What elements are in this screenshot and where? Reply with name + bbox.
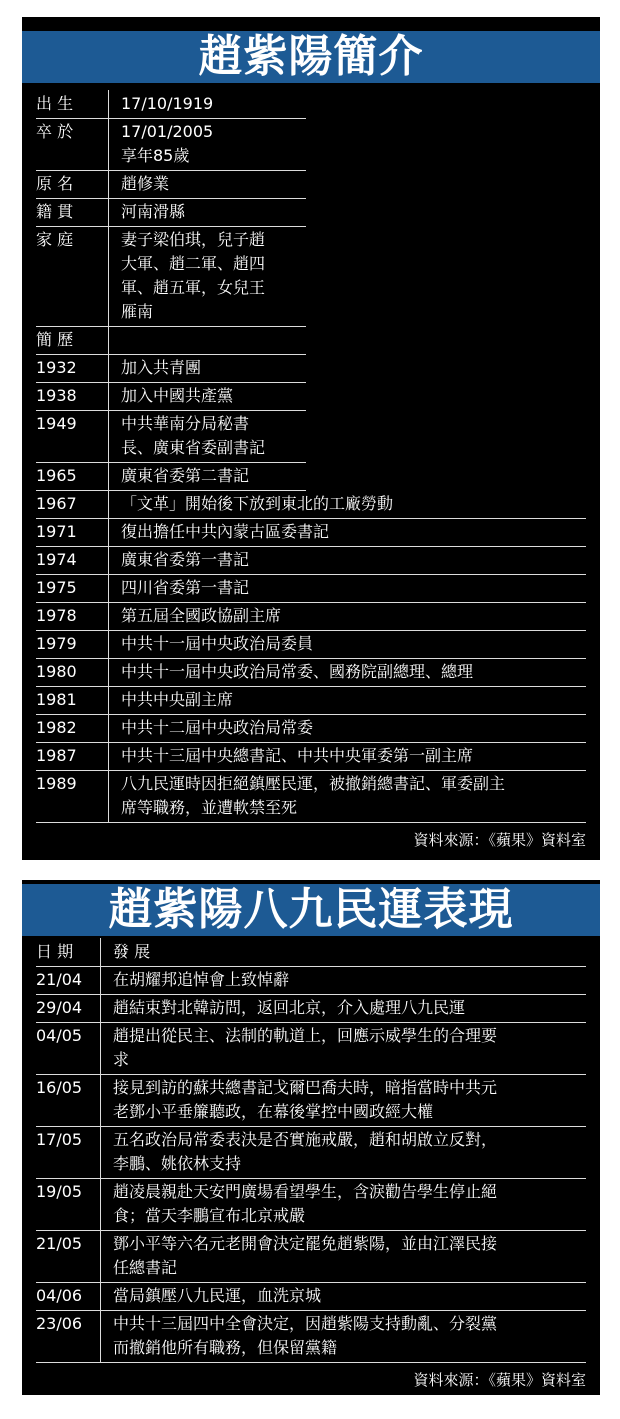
event-text: 在胡耀邦追悼會上致悼辭: [100, 966, 586, 994]
event-text: 趙提出從民主、法制的軌道上，回應示威學生的合理要 求: [100, 1022, 586, 1074]
fact-row-resume: [36, 326, 306, 355]
event-date: 17/05: [36, 1130, 83, 1149]
career-year: 1981: [36, 690, 77, 709]
events-title: 趙紫陽八九民運表現: [22, 884, 600, 936]
event-date: 21/05: [36, 1234, 83, 1253]
fact-value: 河南滑縣: [108, 198, 306, 226]
career-year: 1989: [36, 774, 77, 793]
fact-value: [108, 326, 306, 354]
career-row: [36, 382, 306, 411]
career-year: 1971: [36, 522, 77, 541]
career-row: [36, 630, 586, 659]
event-date: 21/04: [36, 970, 83, 989]
fact-label: 原 名: [36, 174, 74, 193]
career-row: [36, 574, 586, 603]
event-date: 29/04: [36, 998, 83, 1017]
career-text: 中共華南分局秘書 長、廣東省委副書記: [108, 410, 306, 462]
fact-row-death: [36, 118, 306, 171]
career-text: 中共十一屆中央政治局常委、國務院副總理、總理: [108, 658, 586, 686]
career-year: 1987: [36, 746, 77, 765]
event-text: 當局鎮壓八九民運，血洗京城: [100, 1282, 586, 1310]
career-row: [36, 462, 306, 491]
event-text: 五名政治局常委表決是否實施戒嚴，趙和胡啟立反對， 李鵬、姚依林支持: [100, 1126, 586, 1178]
fact-value: 趙修業: [108, 170, 306, 198]
source-credit: 資料來源：《蘋果》資料室: [413, 831, 586, 849]
fact-row-original-name: [36, 170, 306, 199]
profile-title: 趙紫陽簡介: [22, 31, 600, 83]
event-date: 04/05: [36, 1026, 83, 1045]
career-text: 中共十二屆中央政治局常委: [108, 714, 586, 742]
event-row: [36, 1310, 586, 1363]
event-date: 16/05: [36, 1078, 83, 1097]
career-year: 1932: [36, 358, 77, 377]
career-text: 中共十三屆中央總書記、中共中央軍委第一副主席: [108, 742, 586, 770]
career-year: 1978: [36, 606, 77, 625]
career-text: 中共十一屆中央政治局委員: [108, 630, 586, 658]
events-header-row: [36, 938, 586, 967]
event-text: 中共十三屆四中全會決定，因趙紫陽支持動亂、分裂黨 而撤銷他所有職務，但保留黨籍: [100, 1310, 586, 1362]
event-date: 19/05: [36, 1182, 83, 1201]
header-date: 日 期: [36, 942, 74, 961]
career-text: 八九民運時因拒絕鎮壓民運，被撤銷總書記、軍委副主 席等職務，並遭軟禁至死: [108, 770, 586, 822]
career-year: 1975: [36, 578, 77, 597]
career-row: [36, 658, 586, 687]
career-year: 1949: [36, 414, 77, 433]
event-date: 04/06: [36, 1286, 83, 1305]
career-text: 中共中央副主席: [108, 686, 586, 714]
event-text: 趙結束對北韓訪問，返回北京，介入處理八九民運: [100, 994, 586, 1022]
event-text: 接見到訪的蘇共總書記戈爾巴喬夫時，暗指當時中共元 老鄧小平垂簾聽政，在幕後掌控中國政經大權: [100, 1074, 586, 1126]
fact-row-hometown: [36, 198, 306, 227]
event-row: [36, 1074, 586, 1127]
profile-panel: [22, 17, 600, 860]
career-text: 復出擔任中共內蒙古區委書記: [108, 518, 586, 546]
event-row: [36, 1178, 586, 1231]
fact-row-birth: [36, 90, 306, 119]
source-credit: 資料來源：《蘋果》資料室: [413, 1371, 586, 1389]
career-text: 加入共青團: [108, 354, 306, 382]
career-year: 1938: [36, 386, 77, 405]
career-text: 廣東省委第一書記: [108, 546, 586, 574]
event-row: [36, 966, 586, 995]
fact-row-family: [36, 226, 306, 327]
career-year: 1982: [36, 718, 77, 737]
career-year: 1974: [36, 550, 77, 569]
career-row: [36, 602, 586, 631]
career-year: 1980: [36, 662, 77, 681]
career-year: 1979: [36, 634, 77, 653]
fact-label: 卒 於: [36, 122, 74, 141]
events-panel: [22, 880, 600, 1395]
career-row: [36, 518, 586, 547]
career-row: [36, 546, 586, 575]
event-row: [36, 1282, 586, 1311]
career-text: 「文革」開始後下放到東北的工廠勞動: [108, 490, 586, 518]
fact-value: 17/01/2005 享年85歲: [108, 118, 306, 170]
fact-label: 籍 貫: [36, 202, 74, 221]
event-date: 23/06: [36, 1314, 83, 1333]
career-row: [36, 714, 586, 743]
fact-value: 妻子梁伯琪，兒子趙 大軍、趙二軍、趙四 軍、趙五軍，女兒王 雁南: [108, 226, 306, 326]
career-row: [36, 354, 306, 383]
event-row: [36, 1230, 586, 1283]
fact-label: 家 庭: [36, 230, 74, 249]
career-row: [36, 490, 586, 519]
career-text: 四川省委第一書記: [108, 574, 586, 602]
event-row: [36, 994, 586, 1023]
career-row: [36, 410, 306, 463]
career-row: [36, 770, 586, 823]
career-text: 第五屆全國政協副主席: [108, 602, 586, 630]
fact-label: 出 生: [36, 94, 74, 113]
career-year: 1965: [36, 466, 77, 485]
career-text: 加入中國共產黨: [108, 382, 306, 410]
career-row: [36, 686, 586, 715]
event-row: [36, 1126, 586, 1179]
career-row: [36, 742, 586, 771]
event-text: 趙凌晨親赴天安門廣場看望學生，含淚勸告學生停止絕 食；當天李鵬宣布北京戒嚴: [100, 1178, 586, 1230]
header-development: 發 展: [100, 938, 586, 966]
career-text: 廣東省委第二書記: [108, 462, 306, 490]
career-year: 1967: [36, 494, 77, 513]
event-text: 鄧小平等六名元老開會決定罷免趙紫陽，並由江澤民接 任總書記: [100, 1230, 586, 1282]
fact-value: 17/10/1919: [108, 90, 306, 118]
fact-label: 簡 歷: [36, 330, 74, 349]
event-row: [36, 1022, 586, 1075]
